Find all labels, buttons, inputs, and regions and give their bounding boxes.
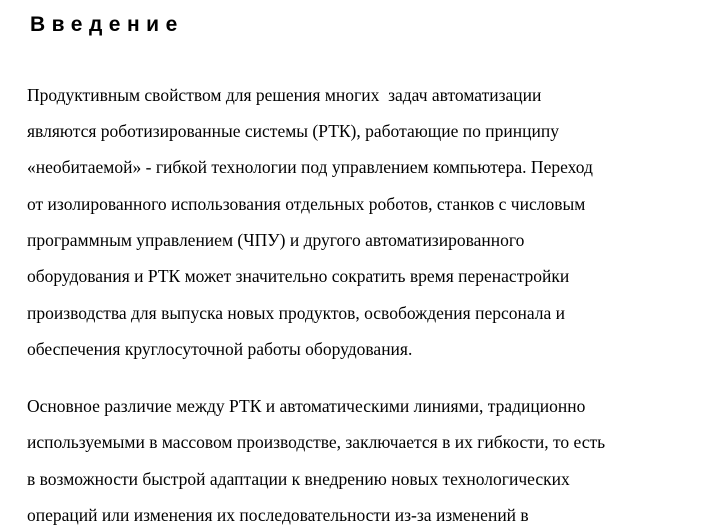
text-line: являются роботизированные системы (РТК), работающие по принципу (27, 121, 559, 141)
text-line: используемыми в массовом производстве, заключается в их гибкости, то есть (27, 432, 606, 452)
text-line: производства для выпуска новых продуктов, освобождения персонала и (27, 303, 566, 323)
text-line: Основное различие между РТК и автоматическими линиями, традиционно (27, 396, 586, 416)
text-line: от изолированного использования отдельных роботов, станков с числовым (27, 194, 586, 214)
text-line: программным управлением (ЧПУ) и другого автоматизированного (27, 230, 525, 250)
text-line: в возможности быстрой адаптации к внедрению новых технологических (27, 469, 570, 489)
section-heading: Введение (30, 13, 184, 36)
text-line: операций или изменения их последовательности из-за изменений в (27, 505, 529, 525)
text-line: «необитаемой» - гибкой технологии под управлением компьютера. Переход (27, 157, 593, 177)
text-line: Продуктивным свойством для решения многих задач автоматизации (27, 85, 542, 105)
text-line: оборудования и РТК может значительно сократить время перенастройки (27, 266, 570, 286)
text-line: обеспечения круглосуточной работы оборудования. (27, 339, 413, 359)
